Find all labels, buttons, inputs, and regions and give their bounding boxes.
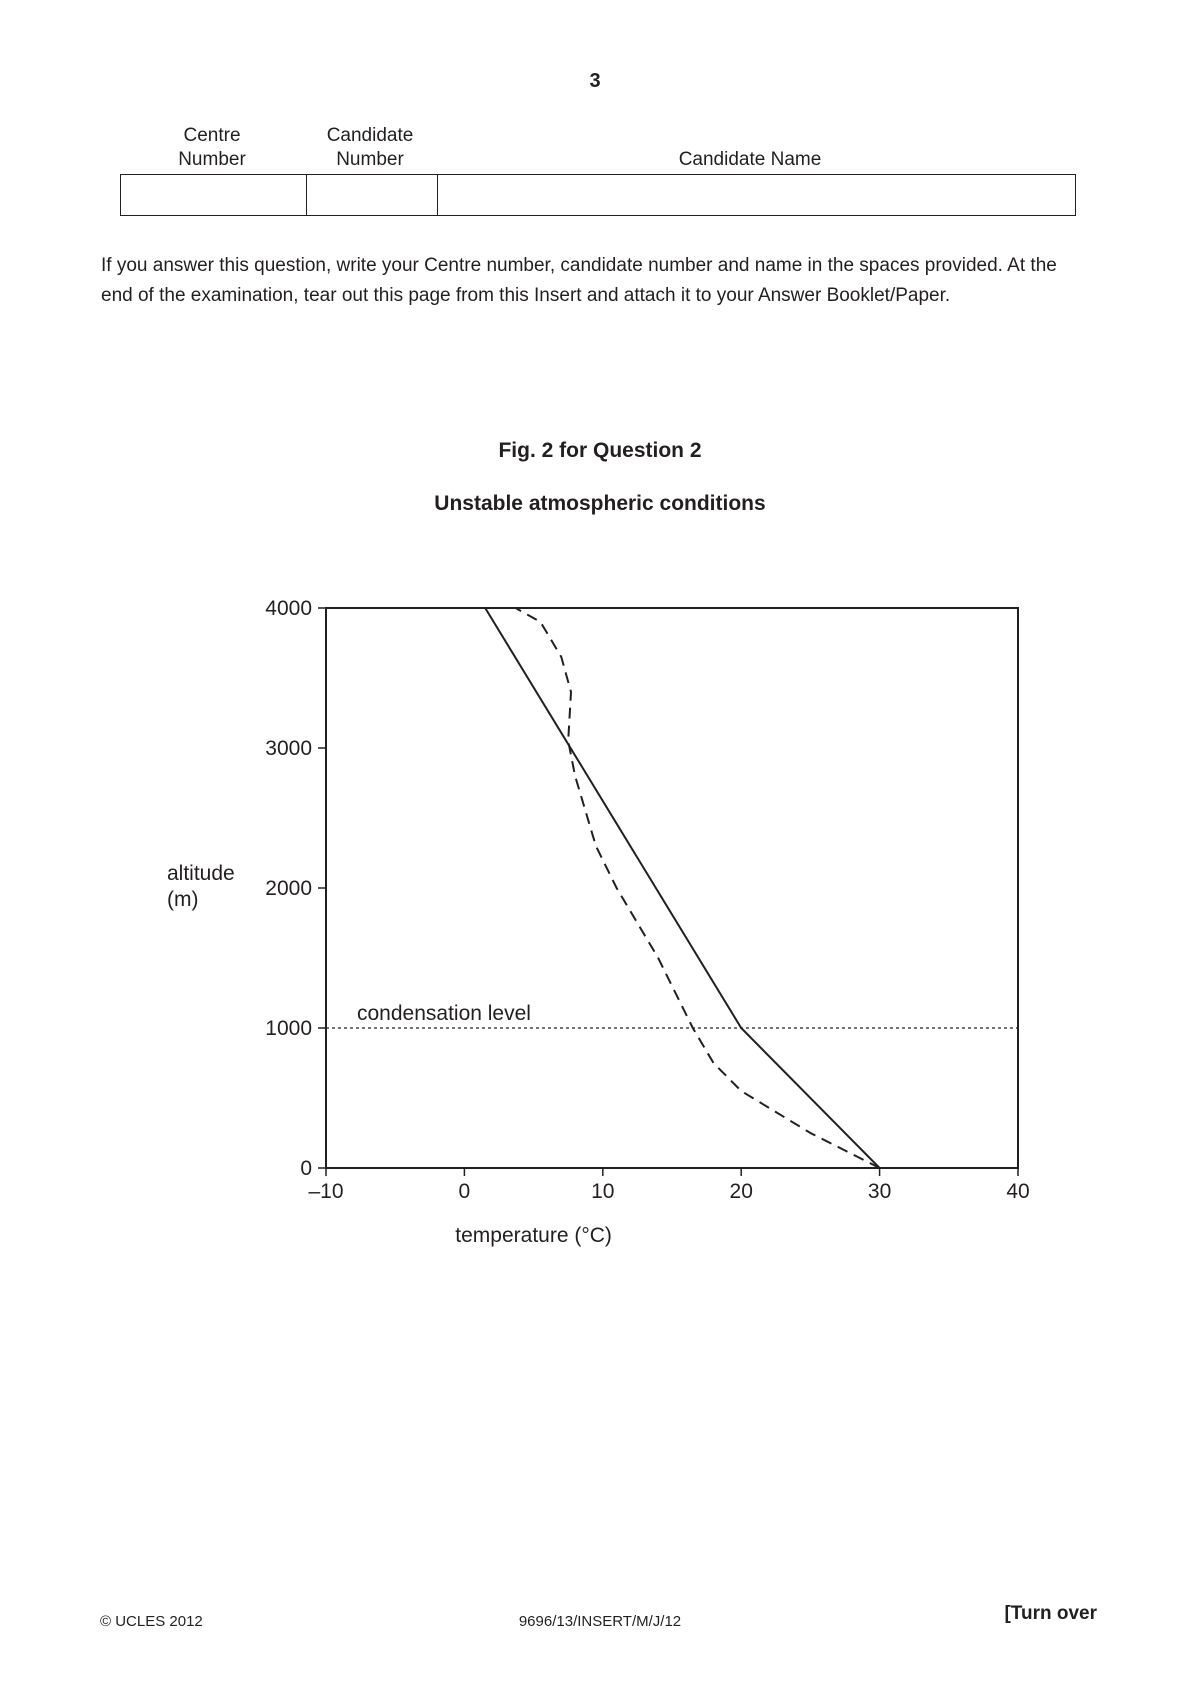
x-axis-label: temperature (°C) [455, 1224, 612, 1247]
y-tick-label: 3000 [265, 737, 312, 760]
condensation-level-label: condensation level [357, 1002, 531, 1025]
dashed-curve [516, 608, 880, 1168]
solid-line [485, 608, 879, 1168]
centre-label-line-2: Number [178, 149, 246, 170]
copyright-text: © UCLES 2012 [100, 1613, 203, 1630]
figure-title: Unstable atmospheric conditions [434, 492, 766, 515]
y-axis-label: altitude [167, 862, 235, 885]
document-code: 9696/13/INSERT/M/J/12 [518, 1613, 682, 1630]
x-tick-label: 10 [591, 1180, 615, 1203]
x-tick-label: –10 [308, 1180, 344, 1203]
page-number: 3 [589, 70, 601, 92]
y-axis-label: (m) [167, 888, 199, 911]
candidate-label-line-1: Candidate [326, 125, 414, 146]
x-tick-label: 20 [729, 1180, 753, 1203]
instructions-text: If you answer this question, write your Centre number, candidate number and name in the spaces provided. At the end of the examination, tear out this page from this Insert and attach it to your Answer Booklet/Paper. [101, 255, 1057, 306]
y-tick-label: 4000 [265, 597, 312, 620]
centre-label-line-1: Centre [183, 125, 241, 146]
y-tick-label: 2000 [265, 877, 312, 900]
x-tick-label: 30 [867, 1180, 892, 1203]
turn-over-text: [Turn over [1004, 1603, 1097, 1624]
x-tick-label: 0 [458, 1180, 471, 1203]
x-tick-label: 40 [1006, 1180, 1030, 1203]
candidate-label-line-2: Number [336, 149, 404, 170]
figure-label: Fig. 2 for Question 2 [498, 439, 702, 462]
candidate-name-label: Candidate Name [678, 149, 822, 170]
plot-frame [326, 608, 1018, 1168]
y-tick-label: 0 [300, 1157, 312, 1180]
y-tick-label: 1000 [265, 1017, 312, 1040]
